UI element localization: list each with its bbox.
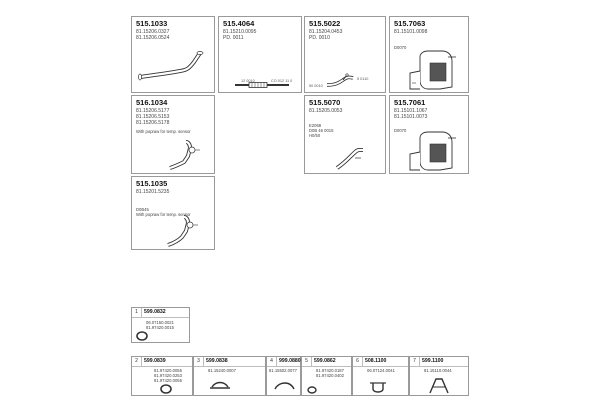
part-note: D0B45 bbox=[136, 207, 149, 212]
rear-silencer-drawing bbox=[390, 96, 470, 175]
part-ref: 81.15206.5177 bbox=[136, 108, 170, 114]
small-part-cell-7[interactable] bbox=[409, 356, 469, 396]
small-part-ref: 81.97420.0253 bbox=[154, 373, 182, 378]
part-card-515-5022[interactable] bbox=[304, 16, 386, 93]
part-number: 515.7063 bbox=[394, 19, 426, 28]
small-part-ref: 06.07150.0021 bbox=[146, 320, 174, 325]
small-part-cell-1[interactable] bbox=[131, 307, 190, 343]
part-note: D0070 bbox=[394, 128, 407, 133]
part-number: 515.5070 bbox=[309, 98, 341, 107]
small-part-cell-3[interactable] bbox=[193, 356, 266, 396]
small-part-number: 599.1100 bbox=[422, 358, 444, 364]
part-note: D0B 46 0015 bbox=[309, 128, 334, 133]
part-card-515-7063[interactable] bbox=[389, 16, 469, 93]
part-note: With popraw for temp. sensor bbox=[136, 212, 191, 217]
gasket-icon bbox=[132, 357, 194, 397]
part-number: 515.1033 bbox=[136, 19, 168, 28]
part-ref: 81.15205.0053 bbox=[309, 108, 343, 114]
front-pipe-sensor-drawing bbox=[132, 96, 216, 175]
part-card-515-1033[interactable] bbox=[131, 16, 215, 93]
fitting-label: 12 0010 bbox=[241, 79, 255, 83]
part-ref: 81.15101.0073 bbox=[394, 114, 428, 120]
small-part-ref: 81.97420.0055 bbox=[154, 368, 182, 373]
small-part-ref: 81.97420.0187 bbox=[316, 368, 344, 373]
part-ref: 81.15206.5153 bbox=[136, 114, 170, 120]
part-ref: 81.15206.5178 bbox=[136, 120, 170, 126]
small-part-number: 508.1100 bbox=[365, 358, 387, 364]
bracket-icon bbox=[410, 357, 470, 397]
part-card-515-5070[interactable] bbox=[304, 95, 386, 174]
front-pipe-drawing bbox=[132, 17, 216, 94]
cell-index: 6 bbox=[353, 357, 363, 366]
middle-pipe-drawing bbox=[305, 17, 387, 94]
part-ref: 81.15206.0327 bbox=[136, 29, 170, 35]
small-part-cell-2[interactable] bbox=[131, 356, 193, 396]
small-part-cell-5[interactable] bbox=[301, 356, 352, 396]
intermediate-pipe-drawing bbox=[305, 96, 387, 175]
part-ref: 81.15210.0095 bbox=[223, 29, 257, 35]
rear-silencer-drawing bbox=[390, 17, 470, 94]
small-part-ref: 06.07124.0041 bbox=[367, 368, 395, 373]
small-part-cell-6[interactable] bbox=[352, 356, 409, 396]
part-card-515-7061[interactable] bbox=[389, 95, 469, 174]
cell-index: 5 bbox=[302, 357, 312, 366]
small-part-number: 599.0839 bbox=[144, 358, 166, 364]
part-ref: PD. 0010 bbox=[309, 35, 330, 41]
clamp-icon bbox=[194, 357, 267, 397]
small-part-number: 599.0862 bbox=[314, 358, 336, 364]
u-clamp-icon bbox=[353, 357, 410, 397]
cell-index: 3 bbox=[194, 357, 204, 366]
part-number: 515.7061 bbox=[394, 98, 426, 107]
fitting-label: 5 0110 bbox=[357, 77, 369, 81]
small-part-ref: 81.97420.0015 bbox=[146, 325, 174, 330]
part-card-515-4064[interactable] bbox=[218, 16, 302, 93]
small-part-number: 599.0838 bbox=[206, 358, 228, 364]
small-part-ref: 81.15110.0044 bbox=[424, 368, 452, 373]
rubber-mount-icon bbox=[267, 357, 302, 397]
part-ref: 81.15101.0098 bbox=[394, 29, 428, 35]
small-part-ref: 81.97420.0055 bbox=[154, 378, 182, 383]
cell-index: 7 bbox=[410, 357, 420, 366]
small-part-ref: 81.97420.0402 bbox=[316, 373, 344, 378]
front-pipe-sensor-drawing bbox=[132, 177, 216, 251]
small-part-cell-4[interactable] bbox=[266, 356, 301, 396]
part-ref: 81.15204.0453 bbox=[309, 29, 343, 35]
ring-icon bbox=[302, 357, 353, 397]
part-ref: 81.15201.5235 bbox=[136, 189, 170, 195]
intermediate-pipe-drawing bbox=[219, 17, 303, 94]
cell-index: 4 bbox=[267, 357, 277, 366]
part-note: E2068 bbox=[309, 123, 322, 128]
part-card-516-1034[interactable] bbox=[131, 95, 215, 174]
small-part-ref: 81.15240.0007 bbox=[208, 368, 236, 373]
part-number: 515.4064 bbox=[223, 19, 255, 28]
part-number: 515.1035 bbox=[136, 179, 168, 188]
fitting-label: CO 012 11 0 bbox=[271, 79, 293, 83]
part-note: H0/50 bbox=[309, 133, 321, 138]
cell-index: 1 bbox=[132, 308, 142, 317]
part-card-515-1035[interactable] bbox=[131, 176, 215, 250]
clamp-ring-icon bbox=[132, 308, 191, 344]
part-ref: PD. 0011 bbox=[223, 35, 244, 41]
small-part-number: 999.0880 bbox=[279, 358, 301, 364]
part-ref: 81.15206.0524 bbox=[136, 35, 170, 41]
part-note: With popraw for temp. sensor bbox=[136, 129, 191, 134]
part-note: D0070 bbox=[394, 45, 407, 50]
small-part-number: 599.0832 bbox=[144, 309, 166, 315]
cell-index: 2 bbox=[132, 357, 142, 366]
fitting-label: 50 0010 bbox=[309, 84, 323, 88]
small-part-ref: 81.15502.0077 bbox=[269, 368, 297, 373]
part-ref: 81.15101.1067 bbox=[394, 108, 428, 114]
part-number: 516.1034 bbox=[136, 98, 168, 107]
part-number: 515.5022 bbox=[309, 19, 341, 28]
